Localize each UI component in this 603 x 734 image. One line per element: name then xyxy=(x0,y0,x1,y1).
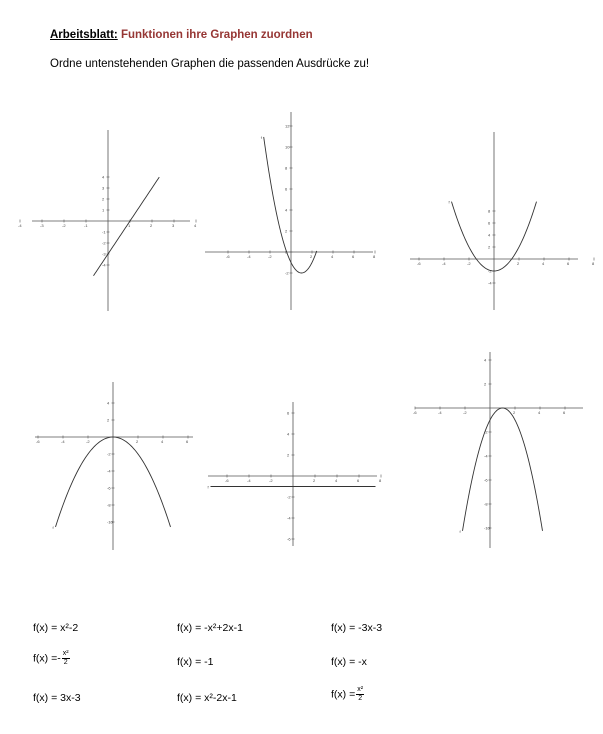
x-tick-label: 6 xyxy=(567,261,570,266)
y-tick-label: 2 xyxy=(102,196,105,202)
x-tick-label: 4 xyxy=(538,410,541,415)
y-tick-label: 10 xyxy=(285,144,290,150)
y-tick-label: 8 xyxy=(488,208,491,214)
expression: f(x) = x²-2 xyxy=(33,622,79,634)
y-tick-label: -10 xyxy=(107,519,113,525)
x-tick-label: -6 xyxy=(225,478,229,483)
expression-fraction xyxy=(331,686,364,703)
x-tick-label: -2 xyxy=(463,410,467,415)
y-tick-label: 4 xyxy=(107,400,110,406)
y-tick-label: 4 xyxy=(102,174,105,180)
expression: f(x) = -3x-3 xyxy=(331,622,383,634)
y-tick-label: -2 xyxy=(488,268,492,274)
x-tick-label: 8 xyxy=(379,478,382,483)
fraction-numerator: x² xyxy=(62,650,69,657)
x-tick-label: -4 xyxy=(442,261,446,266)
x-tick-label: -4 xyxy=(438,410,442,415)
y-tick-label: -2 xyxy=(285,270,289,276)
graph-parabola-up-shifted xyxy=(205,112,375,312)
x-tick-label: -2 xyxy=(86,439,90,444)
x-tick-label: -1 xyxy=(84,223,88,228)
function-label: f xyxy=(207,484,209,490)
y-tick-label: -3 xyxy=(102,251,106,257)
y-tick-label: 2 xyxy=(287,452,290,458)
y-tick-label: -2 xyxy=(484,429,488,435)
graph-parabola-up xyxy=(410,132,595,312)
expression-prefix: f(x) =- xyxy=(33,652,61,665)
y-tick-label: -8 xyxy=(107,502,111,508)
fraction-denominator: 2 xyxy=(358,695,363,702)
y-tick-label: 2 xyxy=(107,417,110,423)
x-tick-label: -3 xyxy=(40,223,44,228)
expression-prefix: f(x) = xyxy=(331,688,356,701)
x-tick-label: 6 xyxy=(563,410,566,415)
worksheet-topic: Funktionen ihre Graphen zuordnen xyxy=(120,29,313,41)
x-tick-label: -6 xyxy=(36,439,40,444)
expression-fraction xyxy=(33,650,70,667)
y-tick-label: -2 xyxy=(107,451,111,457)
y-tick-label: 4 xyxy=(484,357,487,363)
y-tick-label: -4 xyxy=(107,468,111,474)
x-tick-label: 2 xyxy=(310,254,313,259)
y-tick-label: -2 xyxy=(287,494,291,500)
instruction-text: Ordne untenstehenden Graphen die passenden Ausdrücke zu! xyxy=(50,58,370,70)
x-tick-label: 2 xyxy=(517,261,520,266)
x-tick-label: -6 xyxy=(413,410,417,415)
x-tick-label: -4 xyxy=(247,478,251,483)
y-tick-label: -6 xyxy=(107,485,111,491)
y-tick-label: -4 xyxy=(102,262,106,268)
x-tick-label: 6 xyxy=(357,478,360,483)
x-tick-label: 6 xyxy=(186,439,189,444)
x-tick-label: 2 xyxy=(150,223,153,228)
x-tick-label: -4 xyxy=(61,439,65,444)
x-tick-label: 4 xyxy=(161,439,164,444)
y-tick-label: 6 xyxy=(287,410,290,416)
x-tick-label: -2 xyxy=(62,223,66,228)
function-label: f xyxy=(459,528,461,534)
y-tick-label: -6 xyxy=(287,536,291,542)
function-label: f xyxy=(260,134,262,140)
expression: f(x) = -x xyxy=(331,656,367,668)
expression: f(x) = -1 xyxy=(177,656,214,668)
y-tick-label: 2 xyxy=(488,244,491,250)
fraction-numerator: x² xyxy=(357,686,364,693)
function-label: f xyxy=(52,524,54,530)
x-tick-label: 4 xyxy=(542,261,545,266)
y-tick-label: 2 xyxy=(484,381,487,387)
y-tick-label: -6 xyxy=(484,477,488,483)
y-tick-label: 8 xyxy=(285,165,288,171)
y-tick-label: 3 xyxy=(102,185,105,191)
expression: f(x) = 3x-3 xyxy=(33,692,81,704)
y-tick-label: 12 xyxy=(285,123,290,129)
worksheet-label: Arbeitsblatt: xyxy=(50,29,118,41)
y-tick-label: 2 xyxy=(285,228,288,234)
expression: f(x) = -x²+2x-1 xyxy=(177,622,243,634)
x-tick-label: 6 xyxy=(352,254,355,259)
function-curve xyxy=(264,137,317,273)
expression: f(x) = x²-2x-1 xyxy=(177,692,237,704)
graph-linear xyxy=(18,128,200,313)
x-tick-label: 4 xyxy=(194,223,197,228)
graph-parabola-down-shifted xyxy=(415,352,585,552)
y-tick-label: 4 xyxy=(488,232,491,238)
x-tick-label: 8 xyxy=(373,254,376,259)
y-tick-label: -2 xyxy=(102,240,106,246)
x-tick-label: -2 xyxy=(268,254,272,259)
y-tick-label: 4 xyxy=(287,431,290,437)
y-tick-label: -1 xyxy=(102,229,106,235)
y-tick-label: 0 xyxy=(285,249,288,255)
x-tick-label: -4 xyxy=(247,254,251,259)
y-tick-label: 6 xyxy=(285,186,288,192)
function-label: f xyxy=(448,199,450,205)
x-tick-label: 4 xyxy=(331,254,334,259)
graph-constant xyxy=(205,400,380,550)
y-tick-label: -8 xyxy=(484,501,488,507)
x-tick-label: -2 xyxy=(467,261,471,266)
function-curve xyxy=(463,408,543,531)
graph-parabola-down-wide xyxy=(35,382,195,552)
x-tick-label: 1 xyxy=(128,223,131,228)
x-tick-label: -4 xyxy=(18,223,22,228)
x-tick-label: -6 xyxy=(417,261,421,266)
x-tick-label: -6 xyxy=(226,254,230,259)
fraction xyxy=(356,686,364,703)
x-tick-label: 4 xyxy=(335,478,338,483)
worksheet-title xyxy=(50,29,313,41)
y-tick-label: -10 xyxy=(484,525,490,531)
y-tick-label: 6 xyxy=(488,220,491,226)
y-tick-label: 1 xyxy=(102,207,105,213)
x-tick-label: -2 xyxy=(269,478,273,483)
y-tick-label: -4 xyxy=(484,453,488,459)
y-tick-label: -4 xyxy=(287,515,291,521)
x-tick-label: 2 xyxy=(513,410,516,415)
fraction-denominator: 2 xyxy=(63,659,68,666)
x-tick-label: 3 xyxy=(172,223,175,228)
y-tick-label: 4 xyxy=(285,207,288,213)
y-tick-label: -4 xyxy=(488,280,492,286)
x-tick-label: 8 xyxy=(592,261,595,266)
fraction xyxy=(62,650,70,667)
x-tick-label: 2 xyxy=(313,478,316,483)
x-tick-label: 2 xyxy=(136,439,139,444)
